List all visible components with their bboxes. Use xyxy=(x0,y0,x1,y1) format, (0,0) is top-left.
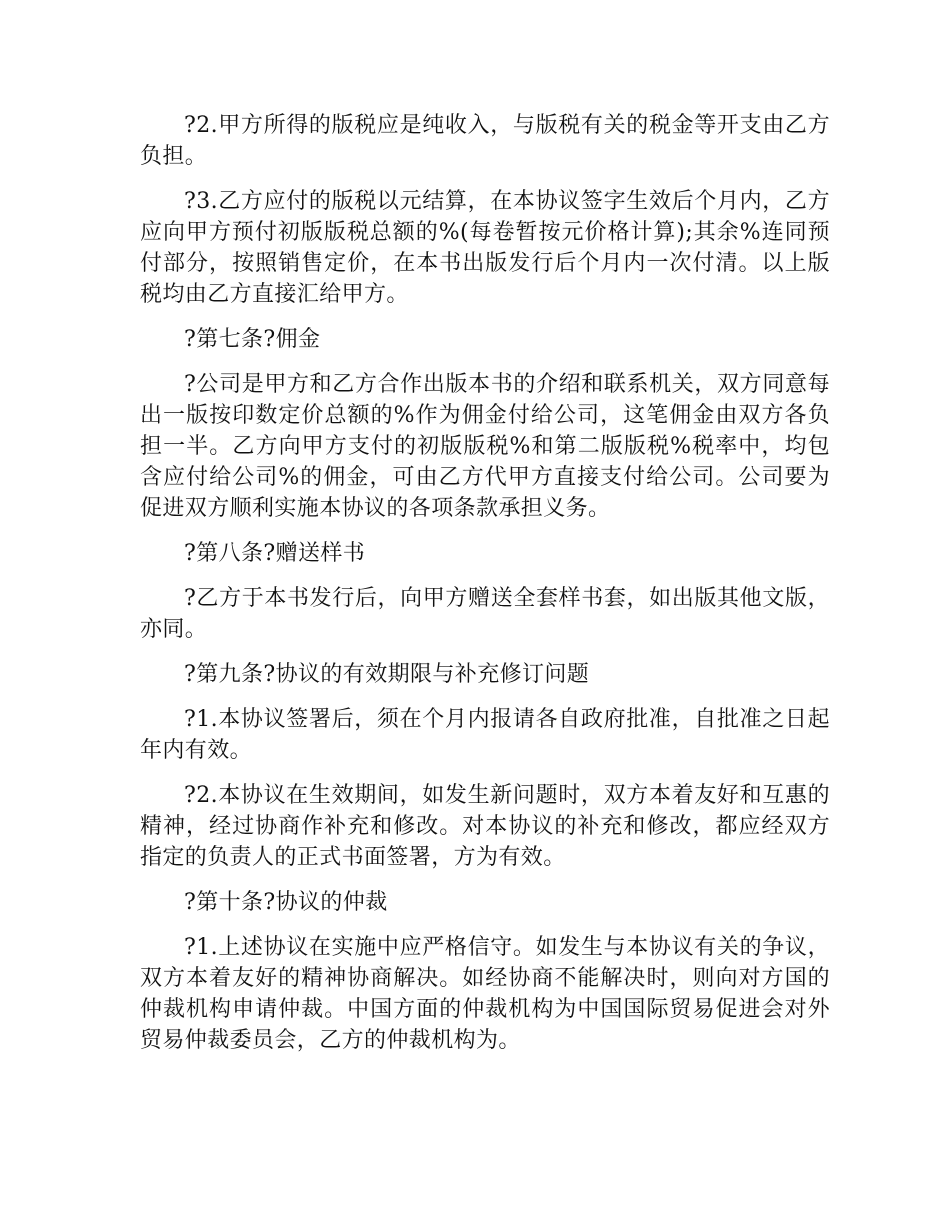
paragraph-validity-period: ?1.本协议签署后，须在个月内报请各自政府批准，自批准之日起年内有效。 xyxy=(140,707,830,763)
document-body xyxy=(140,110,830,1070)
heading-article-10: ?第十条?协议的仲裁 xyxy=(184,890,388,915)
paragraph-royalty-net-income: ?2.甲方所得的版税应是纯收入，与版税有关的税金等开支由乙方负担。 xyxy=(140,113,830,169)
paragraph-royalty-payment: ?3.乙方应付的版税以元结算，在本协议签字生效后个月内，乙方应向甲方预付初版版税总额的%(每卷暂按元价格计算);其余%连同预付部分，按照销售定价，在本书出版发行后个月内一次付清。以上版税均由乙方直接汇给甲方。 xyxy=(140,189,830,307)
paragraph-sample-books: ?乙方于本书发行后，向甲方赠送全套样书套，如出版其他文版，亦同。 xyxy=(140,586,830,642)
paragraph-amendments: ?2.本协议在生效期间，如发生新问题时，双方本着友好和互惠的精神，经过协商作补充和修改。对本协议的补充和修改，都应经双方指定的负责人的正式书面签署，方为有效。 xyxy=(140,783,830,870)
heading-article-9: ?第九条?协议的有效期限与补充修订问题 xyxy=(184,662,590,687)
heading-article-8: ?第八条?赠送样书 xyxy=(184,541,366,566)
paragraph-arbitration: ?1.上述协议在实施中应严格信守。如发生与本协议有关的争议，双方本着友好的精神协商解决。如经协商不能解决时，则向对方国的仲裁机构申请仲裁。中国方面的仲裁机构为中国国际贸易促进会对外贸易仲裁委员会，乙方的仲裁机构为。 xyxy=(140,935,830,1053)
paragraph-commission: ?公司是甲方和乙方合作出版本书的介绍和联系机关，双方同意每出一版按印数定价总额的%作为佣金付给公司，这笔佣金由双方各负担一半。乙方向甲方支付的初版版税%和第二版版税%税率中，均包含应付给公司%的佣金，可由乙方代甲方直接支付给公司。公司要为促进双方顺利实施本协议的各项条款承担义务。 xyxy=(140,372,830,521)
heading-article-7: ?第七条?佣金 xyxy=(184,327,321,352)
